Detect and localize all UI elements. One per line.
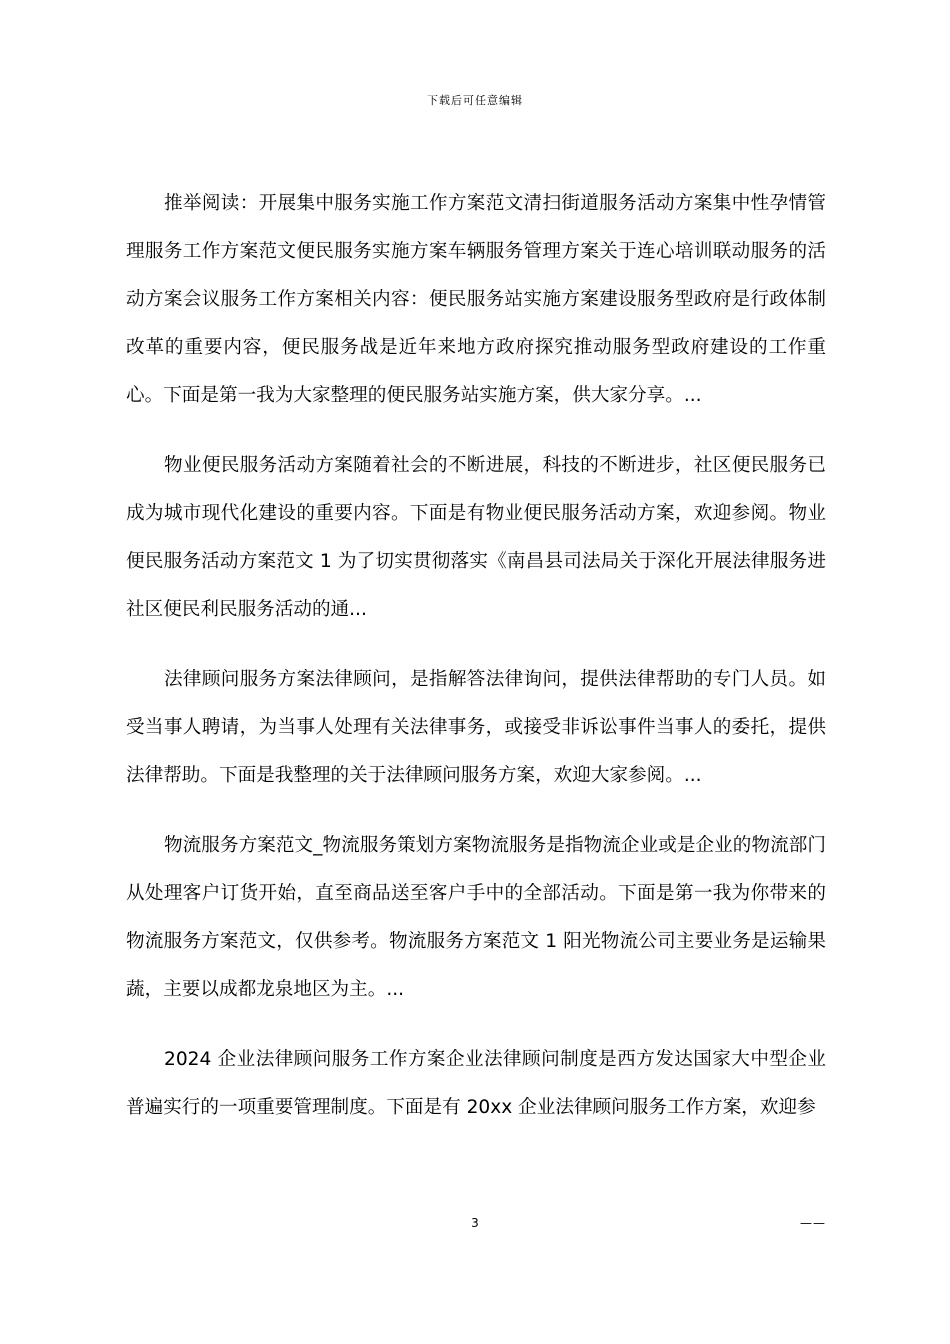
paragraph-1: 推举阅读：开展集中服务实施工作方案范文清扫街道服务活动方案集中性孕情管理服务工作方案范文便民服务实施方案车辆服务管理方案关于连心培训联动服务的活动方案会议服务工作方案相关内容：便民服务站实施方案建设服务型政府是行政体制改革的重要内容，便民服务战是近年来地方政府探究推动服务型政府建设的工作重心。下面是第一我为大家整理的便民服务站实施方案，供大家分享。... xyxy=(126,193,826,406)
footer-dash: —— xyxy=(800,1216,826,1230)
paragraph-5: 2024 企业法律顾问服务工作方案企业法律顾问制度是西方发达国家大中型企业普遍实行的一项重要管理制度。下面是有 20xx 企业法律顾问服务工作方案，欢迎参 xyxy=(126,1049,826,1118)
paragraph-3: 法律顾问服务方案法律顾问，是指解答法律询问，提供法律帮助的专门人员。如受当事人聘请，为当事人处理有关法律事务，或接受非诉讼事件当事人的委托，提供法律帮助。下面是我整理的关于法律顾问服务方案，欢迎大家参阅。... xyxy=(126,669,826,786)
page-number: 3 xyxy=(471,1216,479,1230)
paragraph-4: 物流服务方案范文_物流服务策划方案物流服务是指物流企业或是企业的物流部门从处理客户订货开始，直至商品送至客户手中的全部活动。下面是第一我为你带来的物流服务方案范文，仅供参考。物流服务方案范文 1 阳光物流公司主要业务是运输果蔬，主要以成都龙泉地区为主。... xyxy=(126,835,826,1000)
paragraph-2: 物业便民服务活动方案随着社会的不断进展，科技的不断进步，社区便民服务已成为城市现代化建设的重要内容。下面是有物业便民服务活动方案，欢迎参阅。物业便民服务活动方案范文 1 为了切实贯彻落实《南昌县司法局关于深化开展法律服务进社区便民利民服务活动的通... xyxy=(126,455,826,620)
page-header: 下载后可任意编辑 xyxy=(427,94,523,107)
document-body xyxy=(126,180,826,1154)
